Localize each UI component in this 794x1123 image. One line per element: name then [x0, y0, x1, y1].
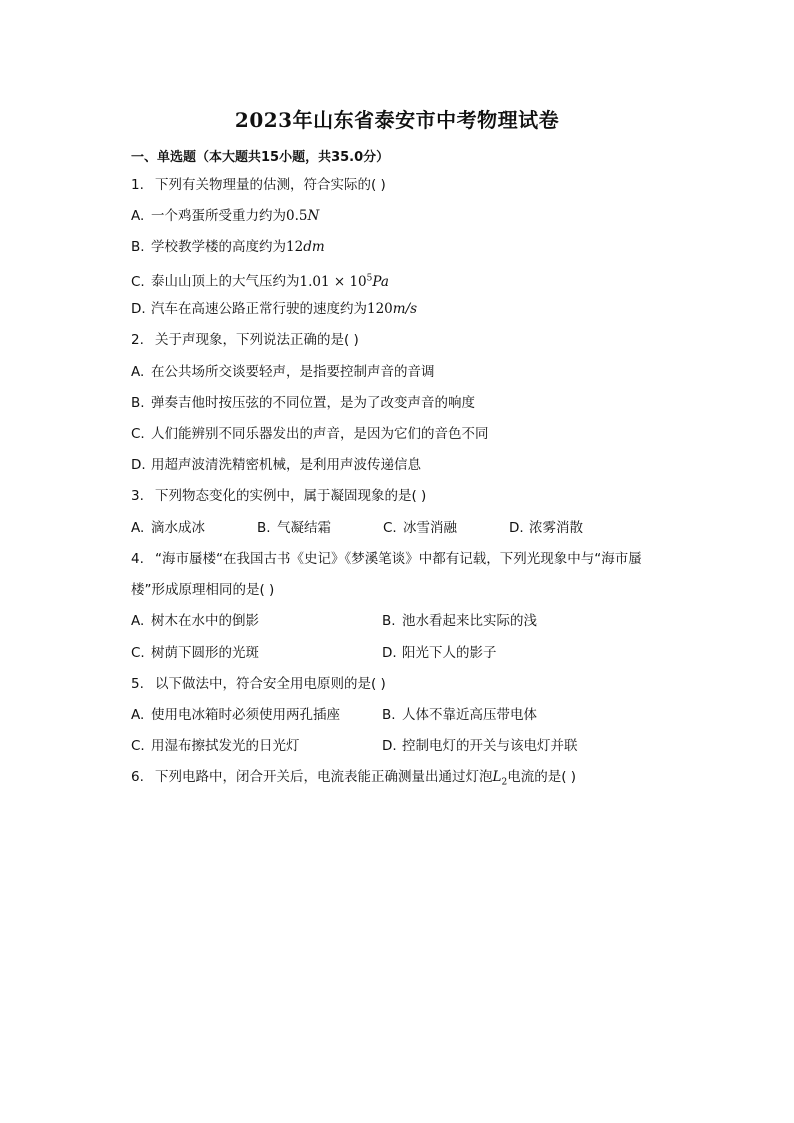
- option-text: 气凝结霜: [277, 520, 331, 536]
- q4-option-b[interactable]: [382, 612, 537, 630]
- option-label: A.: [131, 520, 145, 536]
- q3-option-a[interactable]: [131, 519, 257, 537]
- option-label: B.: [382, 707, 396, 723]
- question-stem: 下列电路中，闭合开关后，电流表能正确测量出通过灯泡: [155, 769, 493, 785]
- question-4: [131, 550, 642, 568]
- q3-option-b[interactable]: [257, 519, 383, 537]
- option-text: 一个鸡蛋所受重力约为: [151, 208, 286, 224]
- question-4-continued: 楼”形成原理相同的是( ): [131, 582, 275, 598]
- option-math: $1.01 \times 10^5Pa$: [299, 273, 389, 290]
- question-3: [131, 487, 426, 505]
- question-1: [131, 176, 386, 194]
- option-text: 汽车在高速公路正常行驶的速度约为: [151, 301, 367, 317]
- q5-option-c[interactable]: [131, 737, 300, 755]
- option-text: 学校教学楼的高度约为: [151, 239, 286, 255]
- question-number: 3.: [131, 488, 144, 504]
- lamp-symbol: $L_2$: [492, 769, 508, 788]
- q3-option-c[interactable]: [383, 519, 509, 537]
- q1-option-b[interactable]: [131, 238, 325, 256]
- option-text: 弹奏吉他时按压弦的不同位置，是为了改变声音的响度: [151, 395, 475, 411]
- question-number: 5.: [131, 676, 144, 692]
- q5-option-a[interactable]: [131, 706, 340, 724]
- option-label: D.: [131, 457, 146, 473]
- q5-option-d[interactable]: [382, 737, 578, 755]
- option-label: B.: [382, 613, 396, 629]
- option-label: D.: [382, 645, 397, 661]
- option-label: C.: [131, 273, 145, 290]
- q1-option-c[interactable]: [131, 269, 389, 291]
- section-heading: 一、单选题（本大题共15小题，共35.0分）: [131, 150, 390, 165]
- option-label: B.: [131, 395, 145, 411]
- option-math: 0.5N: [286, 208, 320, 224]
- q1-option-a[interactable]: [131, 207, 319, 225]
- option-label: C.: [383, 520, 397, 536]
- question-stem: 关于声现象，下列说法正确的是( ): [155, 332, 359, 348]
- option-label: D.: [131, 301, 146, 317]
- option-label: A.: [131, 707, 145, 723]
- q4-option-a[interactable]: [131, 612, 259, 630]
- option-math: 120m/s: [367, 301, 418, 317]
- question-stem: 下列物态变化的实例中，属于凝固现象的是( ): [155, 488, 427, 504]
- q2-option-c[interactable]: [131, 425, 489, 443]
- option-label: C.: [131, 738, 145, 754]
- option-text: 控制电灯的开关与该电灯并联: [402, 738, 578, 754]
- q4-option-d[interactable]: [382, 644, 497, 662]
- option-label: C.: [131, 645, 145, 661]
- option-text: 池水看起来比实际的浅: [402, 613, 537, 629]
- option-label: D.: [509, 520, 524, 536]
- option-text: 树木在水中的倒影: [151, 613, 259, 629]
- q2-option-b[interactable]: [131, 394, 475, 412]
- option-text: 用湿布擦拭发光的日光灯: [151, 738, 300, 754]
- option-text: 在公共场所交谈要轻声，是指要控制声音的音调: [151, 364, 435, 380]
- q4-option-c[interactable]: [131, 644, 259, 662]
- option-text: 冰雪消融: [403, 520, 457, 536]
- question-number: 4.: [131, 551, 144, 567]
- option-label: C.: [131, 426, 145, 442]
- option-math: 12dm: [286, 239, 325, 255]
- question-5: [131, 675, 386, 693]
- option-label: D.: [382, 738, 397, 754]
- option-label: B.: [257, 520, 271, 536]
- option-label: A.: [131, 364, 145, 380]
- question-6: [131, 768, 576, 792]
- q2-option-d[interactable]: [131, 456, 421, 474]
- q1-option-d[interactable]: [131, 300, 417, 318]
- option-label: A.: [131, 613, 145, 629]
- question-number: 1.: [131, 177, 144, 193]
- question-stem: “海市蜃楼“在我国古书《史记》《梦溪笔谈》中都有记载，下列光现象中与“海市蜃: [155, 551, 642, 567]
- q2-option-a[interactable]: [131, 363, 435, 381]
- option-text: 用超声波清洗精密机械，是利用声波传递信息: [151, 457, 421, 473]
- option-text: 滴水成冰: [151, 520, 205, 536]
- option-label: B.: [131, 239, 145, 255]
- option-text: 树荫下圆形的光斑: [151, 645, 259, 661]
- q3-option-d[interactable]: [509, 519, 583, 537]
- q3-options-row: [131, 519, 583, 537]
- page-title: 2023年山东省泰安市中考物理试卷: [234, 108, 560, 132]
- question-stem: 以下做法中，符合安全用电原则的是( ): [155, 676, 386, 692]
- option-text: 浓雾消散: [529, 520, 583, 536]
- question-2: [131, 331, 359, 349]
- option-text: 人们能辨别不同乐器发出的声音，是因为它们的音色不同: [151, 426, 489, 442]
- question-stem-end: 电流的是( ): [507, 769, 577, 785]
- question-number: 2.: [131, 332, 144, 348]
- option-text: 泰山山顶上的大气压约为: [151, 273, 300, 290]
- q5-option-b[interactable]: [382, 706, 537, 724]
- question-number: 6.: [131, 769, 144, 785]
- option-text: 阳光下人的影子: [402, 645, 497, 661]
- option-text: 使用电冰箱时必须使用两孔插座: [151, 707, 340, 723]
- option-text: 人体不靠近高压带电体: [402, 707, 537, 723]
- option-label: A.: [131, 208, 145, 224]
- question-stem: 下列有关物理量的估测，符合实际的( ): [155, 177, 386, 193]
